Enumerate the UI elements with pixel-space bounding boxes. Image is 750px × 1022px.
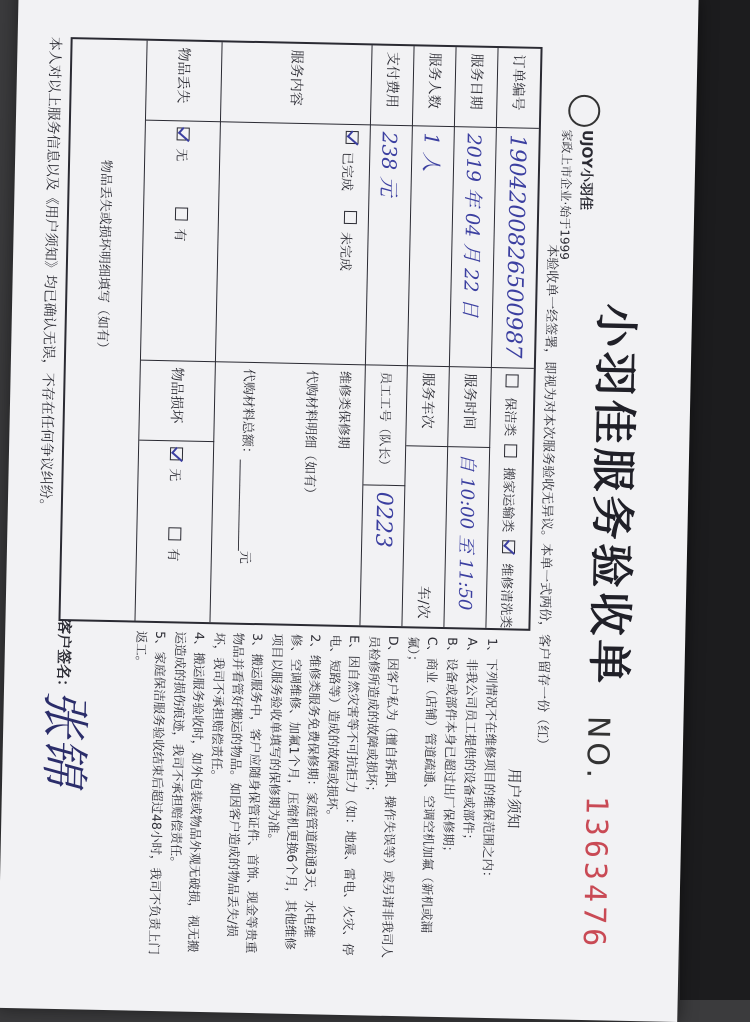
material-fee-label: 代购材料总额：______________元	[236, 368, 256, 565]
fee-label: 支付费用	[371, 45, 415, 126]
user-notes	[55, 619, 530, 969]
lost-options	[141, 121, 221, 363]
staff-no-value: 0223	[370, 491, 397, 549]
checkbox-lost-yes[interactable]	[175, 207, 188, 220]
list-item: 2、维修类服务免费保修期：家庭管道疏通3天，水电维修、空调维修、加氟1个月，压缩机更换6个月，其他维修项目以服务验收单填写的保修期为准。	[265, 633, 324, 950]
customer-signature: 张锦	[35, 688, 94, 786]
category-repair: 维修清洗类	[497, 563, 515, 629]
customer-sign-label: 客户签名：	[53, 618, 74, 695]
table-row	[209, 42, 372, 625]
fee-value: 238 元	[366, 125, 413, 366]
document-number	[576, 716, 616, 951]
list-item: 3、搬运服务中，客户应随身保管证件、首饰、现金等贵重物品并看管好搬运的物品。如因客户造成的物品丢失/损坏，我司不承担赔偿责任。	[209, 632, 266, 954]
category-moving: 搬家运输类	[499, 467, 517, 533]
list-item: D、因客户私为（擅自拆卸、操作失误等）或另请非我司人员检修所造成的故障或损坏；	[363, 635, 402, 959]
damage-options	[135, 441, 214, 623]
repair-detail	[210, 362, 365, 625]
checkbox-damage-no[interactable]	[170, 447, 183, 460]
staff-no-label: 员工工号（队长）	[363, 365, 408, 486]
service-time-value: 自 10:00 至 11:50	[453, 453, 479, 611]
brand-tagline: 家政上市企业·始于1999	[557, 129, 574, 260]
checkbox-lost-no[interactable]	[177, 127, 190, 140]
damage-no: 无	[166, 468, 182, 482]
content-label: 服务内容	[221, 42, 373, 125]
checkbox-moving[interactable]	[504, 444, 517, 457]
status-undone: 未完成	[336, 231, 353, 272]
lost-no: 无	[173, 148, 189, 162]
confirm-statement: 本人对以上服务信息以及《用户须知》均已确认无误，不存在任何争议纠纷。	[36, 36, 63, 513]
service-count-label: 服务车次	[406, 366, 450, 447]
service-date-label: 服务日期	[455, 47, 499, 128]
doc-no-label: NO.	[579, 715, 616, 783]
table-row	[134, 41, 222, 622]
brand-name: UJOY小羽佳	[577, 129, 595, 211]
notice-text: 本验收单一经签署，即视为对本次服务验收无异议。本单一式两份，客户留存一份（红）	[533, 244, 560, 752]
notes-list	[124, 630, 502, 962]
lost-yes: 有	[171, 228, 187, 242]
checkbox-cleaning[interactable]	[506, 374, 519, 387]
material-label: 代购材料明细（如有）	[301, 370, 319, 501]
lost-label: 物品丢失	[146, 41, 223, 123]
damage-label: 物品损坏	[139, 361, 216, 443]
acceptance-form	[8, 0, 699, 992]
service-people-label: 服务人数	[413, 46, 457, 127]
checkbox-undone[interactable]	[344, 211, 357, 224]
list-item: E、因自然灾害等不可抗拒力（如：地震、雷电、火灾、停电、短路等）造成的故障或损坏。	[324, 634, 363, 956]
list-item: A、非我公司员工提供的设备或部件；	[460, 637, 481, 847]
table-row	[60, 39, 147, 620]
category-options	[486, 368, 533, 629]
service-people-value: 1 人	[408, 126, 455, 367]
content-status	[216, 122, 371, 365]
category-cleaning: 保洁类	[501, 397, 518, 437]
order-no-label: 订单编号	[497, 48, 541, 129]
order-no-value: 1904200826500987	[492, 128, 539, 369]
service-date-value: 2019 年 04 月 22 日	[450, 127, 497, 368]
checkbox-damage-yes[interactable]	[168, 527, 181, 540]
repair-warranty-label: 维修类保修期	[335, 370, 352, 450]
list-item: B、设备或部件本身已超过出厂保修期；	[440, 637, 461, 859]
page-title: 小羽佳服务验收单	[582, 303, 642, 689]
list-item: 4、搬运服务验收时，如外包装或物品外观无破损，视无搬运造成的损伤痕迹，我司不承担赔偿责任。	[168, 631, 208, 953]
lost-note: 物品丢失或损坏明细填写（如有）	[94, 159, 114, 355]
list-item: 1、下列情况不在维修项目的维保范围之内：	[480, 637, 501, 884]
service-table	[58, 37, 542, 631]
damage-yes: 有	[164, 548, 180, 562]
notes-title: 用户须知	[504, 768, 524, 829]
checkbox-done[interactable]	[346, 131, 359, 144]
service-time-label: 服务时间	[448, 367, 492, 448]
doc-no-value: 1363476	[575, 795, 614, 951]
list-item: 5、家庭保洁服务验收结束后超过48小时，我司不负责上门返工。	[133, 630, 169, 956]
list-item: C、商业（店铺）管道疏通、空调空机加氟（新机或漏氟）；	[405, 636, 441, 934]
checkbox-repair[interactable]	[502, 540, 515, 553]
service-count-unit: 车/次	[414, 585, 432, 619]
status-done: 已完成	[338, 151, 355, 192]
